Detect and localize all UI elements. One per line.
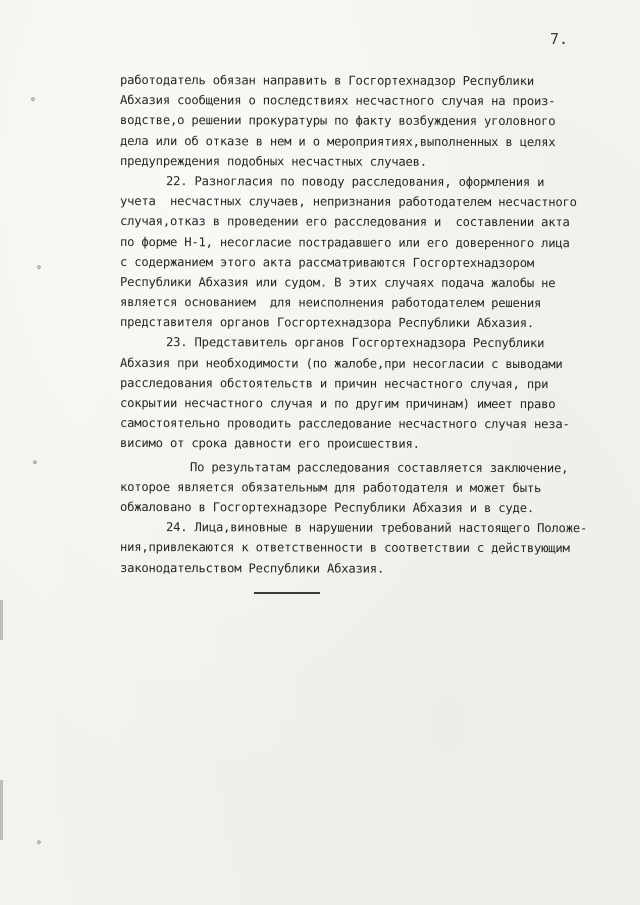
text-line: расследования обстоятельств и причин несчастного случая, при xyxy=(120,375,549,391)
document-body xyxy=(120,70,640,579)
scan-edge-artifact xyxy=(0,600,3,640)
text-line: висимо от срока давности его происшествия. xyxy=(120,436,420,452)
text-line: водстве,о решении прокуратуры по факту возбуждения уголовного xyxy=(120,113,556,129)
paragraph-24-start: 24. Лица,виновные в нарушении требований настоящего Положе- xyxy=(166,520,588,536)
text-line: законодательством Республики Абхазия. xyxy=(120,560,385,576)
binding-hole-mark: ∘ xyxy=(36,260,42,274)
closing-divider-line xyxy=(254,592,320,594)
text-line: представителя органов Госгортехнадзора Республики Абхазия. xyxy=(120,315,534,331)
text-line: дела или об отказе в нем и о мероприятиях,выполненных в целях xyxy=(120,133,556,149)
text-line: Абхазия сообщения о последствиях несчастного случая на произ- xyxy=(120,93,556,109)
text-line: предупреждения подобных несчастных случаев. xyxy=(120,153,427,169)
text-line: ния,привлекаются к ответственности в соответствии с действующим xyxy=(120,540,570,556)
text-line: с содержанием этого акта рассматриваются Госгортехнадзором xyxy=(120,254,534,270)
text-line: Республики Абхазия или судом. В этих случаях подача жалобы не xyxy=(120,274,556,291)
text-line: сокрытии несчастного случая и по другим причинам) имеет право xyxy=(120,396,556,412)
paragraph-22-start: 22. Разногласия по поводу расследования, оформления и xyxy=(166,174,545,190)
binding-hole-mark: ∘ xyxy=(30,92,36,106)
scan-edge-artifact xyxy=(0,780,3,840)
text-line: учета несчастных случаев, непризнания работодателем несчастного xyxy=(120,194,577,210)
text-line: случая,отказ в проведении его расследования и составлении акта xyxy=(120,214,570,230)
text-line: по форме Н-1, несогласие пострадавшего или его доверенного лица xyxy=(120,234,570,250)
text-line: обжаловано в Госгортехнадзоре Республики Абхазия и в суде. xyxy=(120,499,534,516)
text-line: самостоятельно проводить расследование несчастного случая неза- xyxy=(120,416,570,432)
paragraph-23-start: 23. Представитель органов Госгортехнадзора Республики xyxy=(166,335,545,351)
text-line: которое является обязательным для работодателя и может быть xyxy=(120,479,542,495)
text-line: является основанием для неисполнения работодателем решения xyxy=(120,295,542,311)
text-line: работодатель обязан направить в Госгортехнадзор Республики xyxy=(120,73,534,89)
text-line: Абхазия при необходимости (по жалобе,при несогласии с выводами xyxy=(120,355,563,371)
conclusion-paragraph-start: По результатам расследования составляется заключение, xyxy=(190,459,569,475)
page-number: 7. xyxy=(550,30,569,48)
binding-hole-mark: ∘ xyxy=(36,835,42,849)
binding-hole-mark: ∘ xyxy=(32,455,38,469)
